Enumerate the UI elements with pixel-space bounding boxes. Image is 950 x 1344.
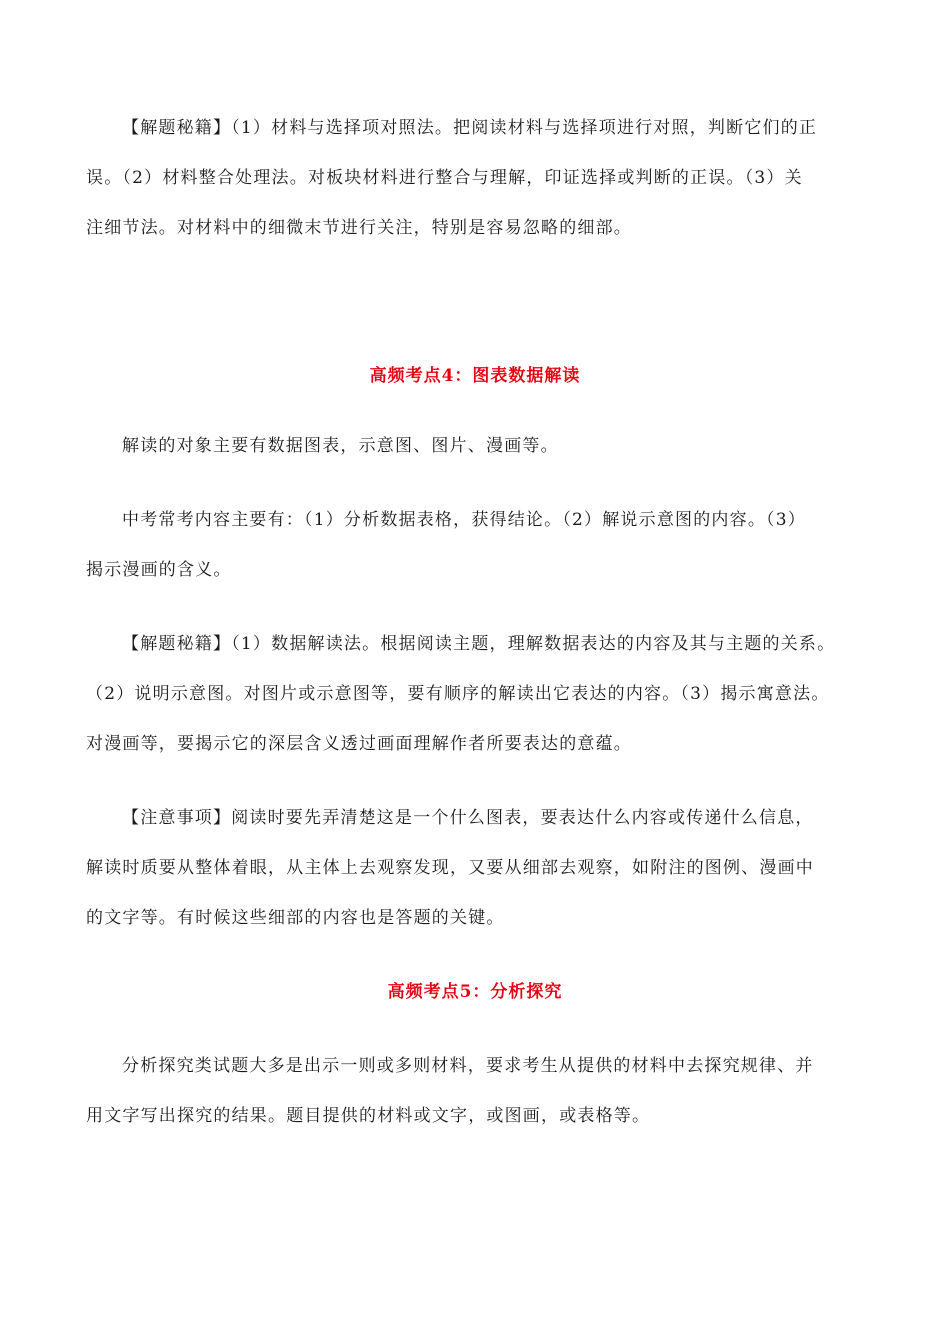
paragraph-line: 【解题秘籍】（1）材料与选择项对照法。把阅读材料与选择项进行对照，判断它们的正 xyxy=(122,118,818,138)
paragraph-line: 用文字写出探究的结果。题目提供的材料或文字，或图画，或表格等。 xyxy=(86,1106,651,1126)
paragraph-line: 解读时质要从整体着眼，从主体上去观察发现，又要从细部去观察，如附注的图例、漫画中 xyxy=(86,858,814,878)
paragraph-line: 误。（2）材料整合处理法。对板块材料进行整合与理解，印证选择或判断的正误。（3）关 xyxy=(86,168,803,188)
paragraph-line: 【解题秘籍】（1）数据解读法。根据阅读主题，理解数据表达的内容及其与主题的关系。 xyxy=(122,634,836,654)
paragraph-line: 注细节法。对材料中的细微末节进行关注，特别是容易忽略的细部。 xyxy=(86,218,632,238)
paragraph-line: 对漫画等，要揭示它的深层含义透过画面理解作者所要表达的意蕴。 xyxy=(86,734,632,754)
paragraph-line: 分析探究类试题大多是出示一则或多则材料，要求考生从提供的材料中去探究规律、并 xyxy=(122,1056,814,1076)
section-heading-5: 高频考点5：分析探究 xyxy=(387,982,563,1002)
paragraph-line: 中考常考内容主要有：（1）分析数据表格，获得结论。（2）解说示意图的内容。（3） xyxy=(122,510,806,530)
section-heading-4: 高频考点4：图表数据解读 xyxy=(369,366,581,386)
paragraph-line: 解读的对象主要有数据图表，示意图、图片、漫画等。 xyxy=(122,436,559,456)
paragraph-line: 的文字等。有时候这些细部的内容也是答题的关键。 xyxy=(86,908,505,928)
paragraph-line: （2）说明示意图。对图片或示意图等，要有顺序的解读出它表达的内容。（3）揭示寓意法。 xyxy=(86,684,830,704)
paragraph-line: 【注意事项】阅读时要先弄清楚这是一个什么图表，要表达什么内容或传递什么信息， xyxy=(122,808,814,828)
paragraph-line: 揭示漫画的含义。 xyxy=(86,560,232,580)
